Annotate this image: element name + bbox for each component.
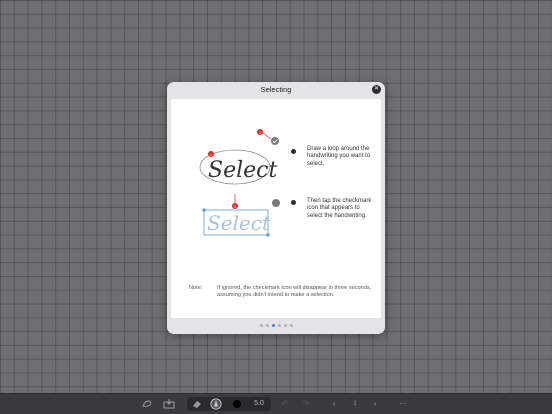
lasso-icon[interactable] bbox=[140, 398, 154, 410]
step-2-text: Then tap the checkmark icon that appears to select the handwriting. bbox=[307, 198, 372, 219]
tutorial-dialog bbox=[167, 82, 385, 334]
handwriting-sample: Select bbox=[208, 158, 278, 183]
redo-icon[interactable]: ↷ bbox=[302, 399, 310, 408]
step-bullet bbox=[291, 200, 296, 205]
page-dot[interactable] bbox=[284, 324, 287, 327]
next-page-icon[interactable]: › bbox=[373, 399, 377, 408]
step-badge-1-label: 1 bbox=[209, 152, 213, 157]
close-icon[interactable]: ✕ bbox=[373, 86, 380, 92]
undo-icon[interactable]: ↶ bbox=[281, 399, 289, 408]
page-dot[interactable] bbox=[260, 324, 263, 327]
eraser-icon[interactable] bbox=[191, 398, 203, 410]
more-icon[interactable]: ··· bbox=[399, 399, 407, 408]
note-text: If ignored, the checkmark icon will disappear in three seconds, assuming you didn't intend to make a selection. bbox=[217, 285, 372, 299]
stroke-size[interactable]: 5.0 bbox=[254, 400, 264, 407]
page-number[interactable] bbox=[342, 398, 368, 410]
page-dot[interactable] bbox=[290, 324, 293, 327]
step-1-text: Draw a loop around the handwriting you want to select. bbox=[307, 146, 371, 167]
page-number-value: 1 bbox=[353, 401, 357, 407]
pen-color-swatch[interactable] bbox=[231, 398, 243, 410]
page-dot[interactable] bbox=[266, 324, 269, 327]
page-dot[interactable] bbox=[272, 324, 275, 327]
step-badge-2-label: 2 bbox=[258, 130, 262, 135]
checkmark-icon bbox=[271, 137, 279, 145]
selected-handwriting: Select bbox=[207, 211, 271, 235]
arrow bbox=[263, 133, 271, 139]
dialog-title: Selecting bbox=[260, 85, 292, 94]
note-label: Note: bbox=[189, 285, 203, 291]
pen-icon[interactable] bbox=[210, 398, 222, 410]
prev-page-icon[interactable]: ‹ bbox=[332, 399, 336, 408]
selection-marker-icon bbox=[272, 199, 280, 207]
insert-icon[interactable] bbox=[162, 398, 176, 410]
page-indicator[interactable] bbox=[167, 324, 385, 327]
step-badge-3-label: 3 bbox=[233, 204, 237, 209]
tutorial-card bbox=[171, 99, 381, 318]
bottom-toolbar bbox=[0, 393, 552, 414]
page-dot[interactable] bbox=[278, 324, 281, 327]
step-bullet bbox=[291, 149, 296, 154]
